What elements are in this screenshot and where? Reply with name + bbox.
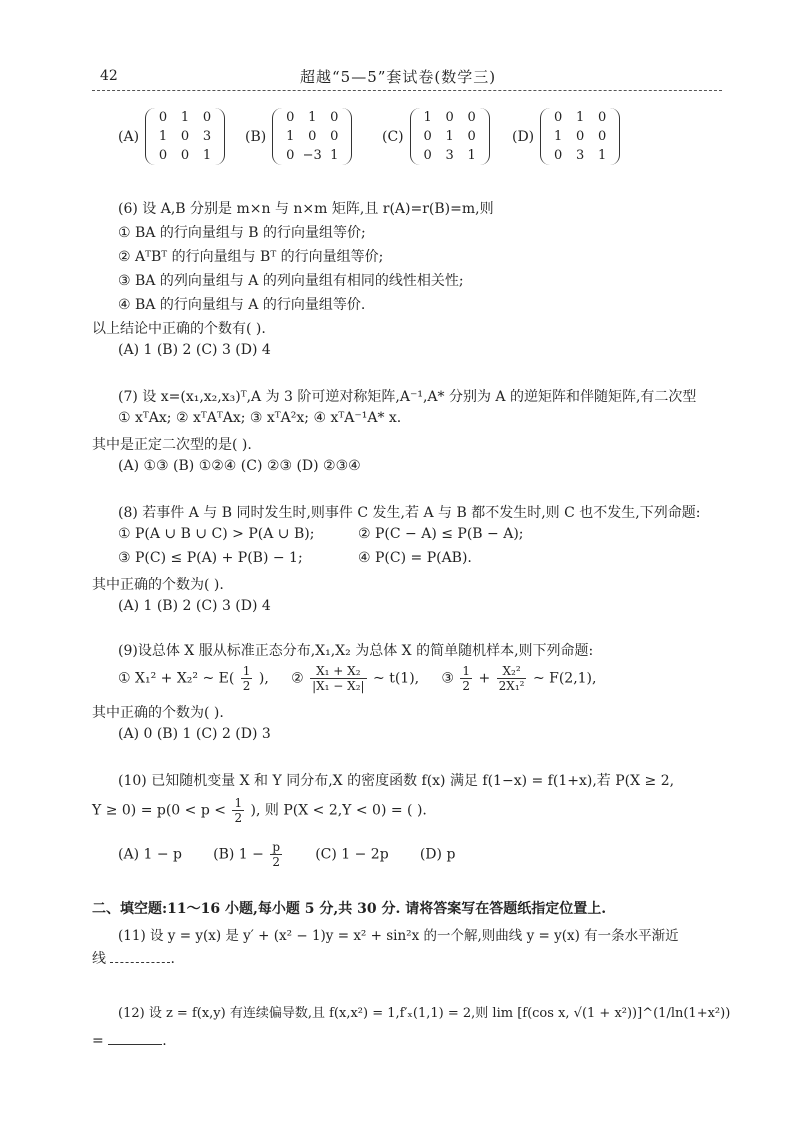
q9-item-3-pre: ③ [441,670,454,687]
q8-question: 其中正确的个数为( ). [92,577,224,593]
matrix-body [410,108,490,165]
q11-line-2-text: 线 [92,951,106,967]
matrix-cell: 1 [286,129,295,144]
q10-option-a: (A) 1 − p [118,846,182,863]
fraction-numerator: 1 [462,664,471,678]
matrix-cell: 1 [445,129,454,144]
matrix-cell: 3 [576,148,585,163]
q6-item-2: ② AᵀBᵀ 的行向量组与 Bᵀ 的行向量组等价; [118,249,384,265]
matrix-cell: 0 [467,110,476,125]
q11-line-2: 线 . [92,951,175,967]
matrix-body [145,108,225,165]
header-divider [92,90,722,91]
q7-stem: (7) 设 x=(x₁,x₂,x₃)ᵀ,A 为 3 阶可逆对称矩阵,A⁻¹,A* 分别为 A 的逆矩阵和伴随矩阵,有二次型 [118,389,697,405]
matrix-cell: 0 [598,129,607,144]
q9-item-1-pre: ① X₁² + X₂² ~ E( [118,670,235,687]
option-label: (B) [245,128,267,145]
option-label: (C) [382,128,404,145]
fraction-numerator: 1 [234,796,243,810]
q11-answer-blank[interactable] [110,950,170,963]
q10-line-2 [92,796,427,825]
fraction-denominator: 2X₁² [498,679,525,693]
matrix-option-b [245,108,352,165]
option-label: (D) [512,128,535,145]
q12-answer-blank[interactable] [108,1032,162,1045]
q9-item-3-plus: + [478,670,491,687]
matrix-cell: 1 [554,129,563,144]
q12-line-1: (12) 设 z = f(x,y) 有连续偏导数,且 f(x,x²) = 1,f′ₓ(1,1) = 2,则 lim [f(cos x, √(1 + x²))]^(1/ln(1+x²)) [118,1006,731,1021]
matrix-cell: 0 [180,129,190,144]
q11-line-1: (11) 设 y = y(x) 是 y′ + (x² − 1)y = x² + sin²x 的一个解,则曲线 y = y(x) 有一条水平渐近 [118,928,679,944]
q9-item-2-post: ~ t(1), [373,670,420,687]
fraction-denominator: 2 [234,811,243,825]
q7-options: (A) ①③ (B) ①②④ (C) ②③ (D) ②③④ [118,458,361,474]
q6-item-3: ③ BA 的列向量组与 A 的列向量组有相同的线性相关性; [118,273,464,289]
matrix-cell: 0 [598,110,607,125]
q10-option-b-fraction [270,840,282,869]
fraction-numerator: X₁ + X₂ [310,664,366,679]
q8-options: (A) 1 (B) 2 (C) 3 (D) 4 [118,598,271,614]
q8-item-3: ③ P(C) ≤ P(A) + P(B) − 1; [118,550,303,566]
fraction-numerator: 1 [242,664,251,678]
matrix-cell: 3 [445,148,454,163]
matrix-body [272,108,352,165]
q8-item-2: ② P(C − A) ≤ P(B − A); [358,526,524,542]
fraction-numerator: p [272,840,281,854]
fraction-denominator: 2 [242,679,251,693]
matrix-cell: 0 [445,110,454,125]
q10-options [118,840,455,869]
page-title: 超越“5—5”套试卷(数学三) [300,68,497,86]
q9-items [118,664,596,693]
q9-item-2-pre: ② [291,670,304,687]
q6-stem: (6) 设 A,B 分别是 m×n 与 n×m 矩阵,且 r(A)=r(B)=m,则 [118,201,494,217]
q6-options: (A) 1 (B) 2 (C) 3 (D) 4 [118,342,271,358]
matrix-cell: 0 [576,129,585,144]
matrix-cell: 1 [576,110,585,125]
q10-line-2-post: ), 则 P(X < 2,Y < 0) = ( ). [250,802,427,819]
matrix-cell: 0 [286,110,295,125]
q9-options: (A) 0 (B) 1 (C) 2 (D) 3 [118,726,271,742]
q10-option-c: (C) 1 − 2p [315,846,389,863]
matrix-cell: 0 [180,148,190,163]
matrix-cell: 1 [158,129,168,144]
q7-forms: ① xᵀAx; ② xᵀAᵀAx; ③ xᵀA²x; ④ xᵀA⁻¹A* x. [118,410,402,426]
q9-item-3-post: ~ F(2,1), [532,670,597,687]
q6-item-1: ① BA 的行向量组与 B 的行向量组等价; [118,225,366,241]
matrix-cell: 0 [330,129,339,144]
matrix-cell: 0 [467,129,476,144]
fraction-numerator: X₂² [497,664,527,679]
matrix-cell: 1 [467,148,476,163]
matrix-cell: 3 [202,129,212,144]
q6-question: 以上结论中正确的个数有( ). [92,321,266,337]
q9-item-3-fraction-1 [460,664,472,693]
matrix-cell: 1 [330,148,339,163]
matrix-cell: 1 [308,110,317,125]
q10-stem: (10) 已知随机变量 X 和 Y 同分布,X 的密度函数 f(x) 满足 f(1−x) = f(1+x),若 P(X ≥ 2, [118,773,675,789]
matrix-cell: 0 [286,148,295,163]
q6-item-4: ④ BA 的行向量组与 A 的行向量组等价. [118,297,366,313]
fraction-denominator: |X₁ − X₂| [312,679,365,693]
section-2-title: 二、填空题:11～16 小题,每小题 5 分,共 30 分. 请将答案写在答题纸指定位置上. [92,901,607,917]
q10-fraction [232,796,244,825]
q12-line-2: = . [92,1033,167,1049]
q9-item-2-fraction [310,664,366,693]
q10-line-2-pre: Y ≥ 0) = p(0 < p < [92,802,226,819]
matrix-option-a [118,108,225,165]
matrix-cell: 1 [202,148,212,163]
q7-question: 其中是正定二次型的是( ). [92,437,252,453]
q9-item-3-fraction-2 [497,664,527,693]
matrix-option-c [382,108,490,165]
q9-item-1-fraction [241,664,253,693]
q8-item-4: ④ P(C) = P(AB). [358,550,472,566]
q8-stem: (8) 若事件 A 与 B 同时发生时,则事件 C 发生,若 A 与 B 都不发生时,则 C 也不发生,下列命题: [118,505,701,521]
matrix-option-d [512,108,620,165]
q9-item-1-post: ), [258,670,269,687]
matrix-cell: 1 [423,110,432,125]
q9-question: 其中正确的个数为( ). [92,705,224,721]
matrix-cell: 0 [554,148,563,163]
q9-stem: (9)设总体 X 服从标准正态分布,X₁,X₂ 为总体 X 的简单随机样本,则下列命题: [118,643,594,659]
q8-item-1: ① P(A ∪ B ∪ C) > P(A ∪ B); [118,526,315,542]
matrix-cell: 0 [158,148,168,163]
matrix-cell: 0 [423,129,432,144]
matrix-cell: 1 [180,110,190,125]
q10-option-d: (D) p [419,846,456,863]
matrix-cell: −3 [302,148,322,163]
q10-option-b-pre: (B) 1 − [213,846,264,863]
matrix-body [540,108,620,165]
matrix-cell: 0 [423,148,432,163]
q12-line-2-text: = [92,1033,104,1049]
matrix-cell: 0 [330,110,339,125]
matrix-cell: 0 [158,110,168,125]
matrix-cell: 0 [308,129,317,144]
option-label: (A) [118,128,140,145]
fraction-denominator: 2 [462,679,471,693]
matrix-cell: 1 [598,148,607,163]
matrix-cell: 0 [202,110,212,125]
matrix-cell: 0 [554,110,563,125]
fraction-denominator: 2 [272,855,280,869]
page-number: 42 [100,68,118,84]
